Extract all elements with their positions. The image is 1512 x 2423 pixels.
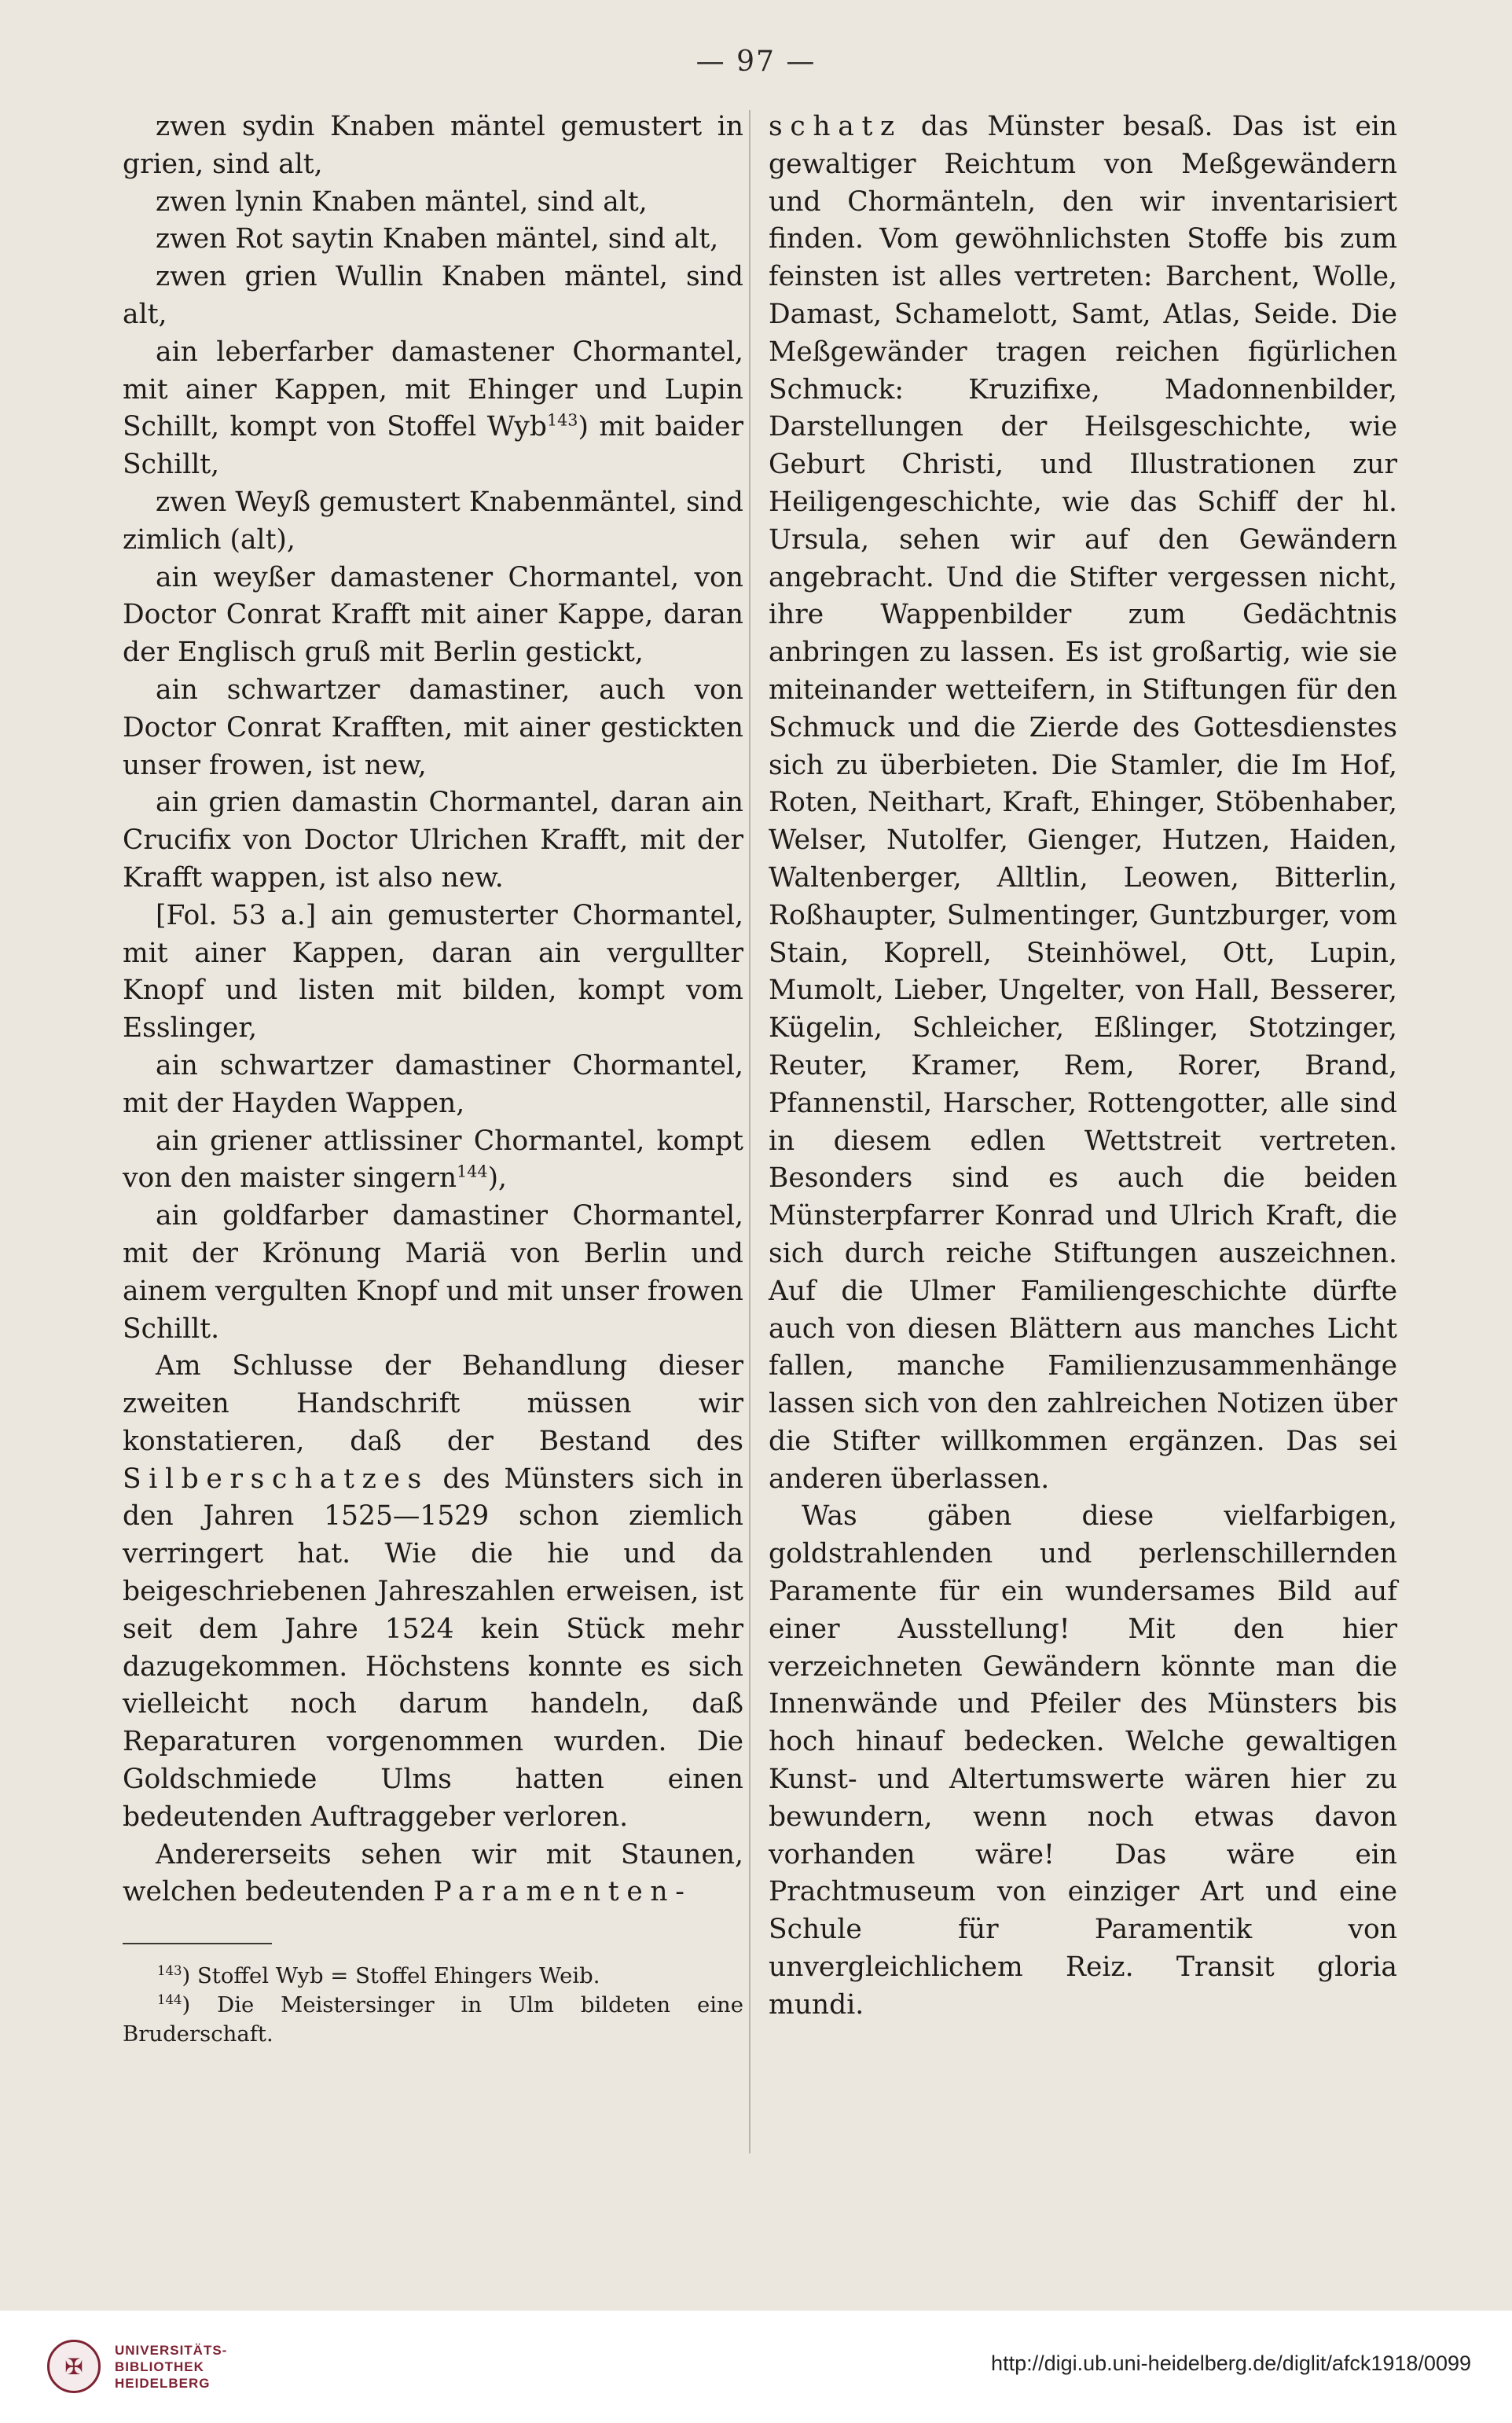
paragraph (123, 1123, 743, 1199)
logo-line: UNIVERSITÄTS- (115, 2342, 228, 2358)
paragraph (123, 898, 743, 1048)
paragraph-text: ) mit baider Schillt, (123, 411, 744, 481)
footnote (123, 1962, 743, 1991)
paragraph (123, 184, 743, 222)
emphasized-text: Paramenten- (433, 1876, 692, 1908)
paragraph-text: zwen grien Wullin Knaben mäntel, sind alt, (123, 261, 743, 330)
logo-line: BIBLIOTHEK (115, 2359, 204, 2374)
paragraph (123, 1837, 743, 1912)
paragraph (123, 259, 743, 334)
paragraph-text: Was gäben diese vielfarbigen, goldstrahlenden und perlenschillernden Paramente für ein wundersames Bild auf einer Ausstellung! Mit den hier verzeichneten Gewändern könnte man die Innenwände und Pfeiler des Münsters bis hoch hinauf bedecken. Welche gewaltigen Kunst- und Altertumswerte wären hier zu bewundern, wenn noch etwas davon vorhanden wäre! Das wäre ein Prachtmuseum von einziger Art und eine Schule für Paramentik von unvergleichlichem Reiz. Transit gloria mundi. (769, 1500, 1397, 2021)
library-logo (47, 2340, 227, 2393)
footnote-number: 143 (157, 1963, 182, 1979)
library-name (115, 2342, 227, 2392)
paragraph (123, 672, 743, 784)
paragraph-text: [Fol. 53 a.] ain gemusterter Chormantel, mit ainer Kappen, daran ain vergullter Knopf und listen mit bilden, kompt vom Esslinger, (123, 899, 743, 1044)
left-column (123, 108, 743, 2049)
paragraph (769, 108, 1397, 1498)
paragraph (123, 1348, 743, 1836)
paragraph (123, 334, 743, 484)
paragraph-text: ain leberfarber damastener Chormantel, mit ainer Kappen, mit Ehinger und Lupin Schillt, kompt von Stoffel Wyb (123, 336, 743, 443)
paragraph-text: zwen Weyß gemustert Knabenmäntel, sind zimlich (alt), (123, 486, 743, 556)
footnote-text: ) Stoffel Wyb = Stoffel Ehingers Weib. (182, 1963, 600, 1989)
paragraph (123, 1048, 743, 1123)
paragraph-text: des Münsters sich in den Jahren 1525—1529 schon ziemlich verringert hat. Wie die hie und da beigeschriebenen Jahreszahlen erweisen, ist seit dem Jahre 1524 kein Stück mehr dazugekommen. Höchstens konnte es sich vielleicht noch darum handeln, daß Reparaturen vorgenommen wurden. Die Goldschmiede Ulms hatten einen bedeutenden Auftraggeber verloren. (123, 1463, 743, 1833)
footnote-ref[interactable]: 144 (457, 1162, 488, 1181)
seal-icon: ✠ (47, 2340, 101, 2393)
paragraph (769, 1498, 1397, 2024)
logo-line: HEIDELBERG (115, 2375, 211, 2391)
page-number: — 97 — (695, 46, 817, 78)
emphasized-text: Silberschatzes (123, 1463, 429, 1495)
paragraph-text: zwen sydin Knaben mäntel gemustert in grien, sind alt, (123, 111, 743, 180)
footnote-ref[interactable]: 143 (546, 410, 578, 430)
paragraph-text: Am Schlusse der Behandlung dieser zweiten Handschrift müssen wir konstatieren, daß der Bestand des (123, 1350, 743, 1457)
paragraph (123, 221, 743, 259)
paragraph-text: zwen Rot saytin Knaben mäntel, sind alt, (156, 223, 719, 255)
footnotes (123, 1962, 743, 2049)
footnote-divider (123, 1943, 272, 1944)
paragraph (123, 108, 743, 184)
paragraph-text: ), (487, 1162, 508, 1195)
footnote-number: 144 (157, 1992, 182, 2008)
paragraph-text: ain goldfarber damastiner Chormantel, mit der Krönung Mariä von Berlin und ainem vergulten Knopf und mit unser frowen Schillt. (123, 1200, 743, 1345)
paragraph (123, 484, 743, 560)
paragraph-text: ain schwartzer damastiner, auch von Doctor Conrat Krafften, mit ainer gestickten unser frowen, ist new, (123, 674, 743, 781)
source-url-link[interactable]: http://digi.ub.uni-heidelberg.de/diglit/afck1918/0099 (991, 2351, 1471, 2375)
emphasized-text: schatz (769, 111, 902, 142)
paragraph-text: zwen lynin Knaben mäntel, sind alt, (156, 185, 648, 218)
paragraph (123, 1198, 743, 1348)
right-column (769, 108, 1397, 2025)
footer-bar (0, 2311, 1512, 2423)
paragraph-text: ain griener attlissiner Chormantel, kompt von den maister singern (123, 1125, 743, 1195)
paragraph (123, 784, 743, 897)
column-divider (749, 110, 750, 2153)
paragraph-text: ain weyßer damastener Chormantel, von Doctor Conrat Krafft mit ainer Kappe, daran der Englisch gruß mit Berlin gestickt, (123, 561, 743, 669)
paragraph-text: ain schwartzer damastiner Chormantel, mit der Hayden Wappen, (123, 1049, 743, 1119)
paragraph-text: das Münster besaß. Das ist ein gewaltiger Reichtum von Meßgewändern und Chormänteln, den wir inventarisiert finden. Vom gewöhnlichsten Stoffe bis zum feinsten ist alles vertreten: Barchent, Wolle, Damast, Schamelott, Samt, Atlas, Seide. Die Meßgewänder tragen reichen figürlichen Schmuck: Kruzifixe, Madonnenbilder, Darstellungen der Heilsgeschichte, wie Geburt Christi, und Illustrationen zur Heiligengeschichte, wie das Schiff der hl. Ursula, sehen wir auf den Gewändern angebracht. Und die Stifter vergessen nicht, ihre Wappenbilder zum Gedächtnis anbringen zu lassen. Es ist großartig, wie sie miteinander wetteifern, in Stiftungen für den Schmuck und die Zierde des Gottesdienstes sich zu überbieten. Die Stamler, die Im Hof, Roten, Neithart, Kraft, Ehinger, Stöbenhaber, Welser, Nutolfer, Gienger, Hutzen, Haiden, Waltenberger, Alltlin, Leowen, Bitterlin, Roßhaupter, Sulmentinger, Guntzburger, vom Stain, Koprell, Steinhöwel, Ott, Lupin, Mumolt, Lieber, Ungelter, von Hall, Besserer, Kügelin, Schleicher, Eßlinger, Stotzinger, Reuter, Kramer, Rem, Rorer, Brand, Pfannenstil, Harscher, Rottengotter, alle sind in diesem edlen Wettstreit vertreten. Besonders sind es auch die beiden Münsterpfarrer Konrad und Ulrich Kraft, die sich durch reiche Stiftungen auszeichnen. Auf die Ulmer Familiengeschichte dürfte auch von diesen Blättern aus manches Licht fallen, manche Familienzusammenhänge lassen sich von den zahlreichen Notizen über die Stifter willkommen ergänzen. Das sei anderen überlassen. (769, 111, 1397, 1495)
footnote (123, 1991, 743, 2049)
paragraph-text: Andererseits sehen wir mit Staunen, welchen bedeutenden (123, 1838, 743, 1908)
paragraph (123, 560, 743, 672)
paragraph-text: ain grien damastin Chormantel, daran ain Crucifix von Doctor Ulrichen Krafft, mit der Krafft wappen, ist also new. (123, 787, 743, 894)
footnote-text: ) Die Meistersinger in Ulm bildeten eine Bruderschaft. (123, 1992, 743, 2047)
